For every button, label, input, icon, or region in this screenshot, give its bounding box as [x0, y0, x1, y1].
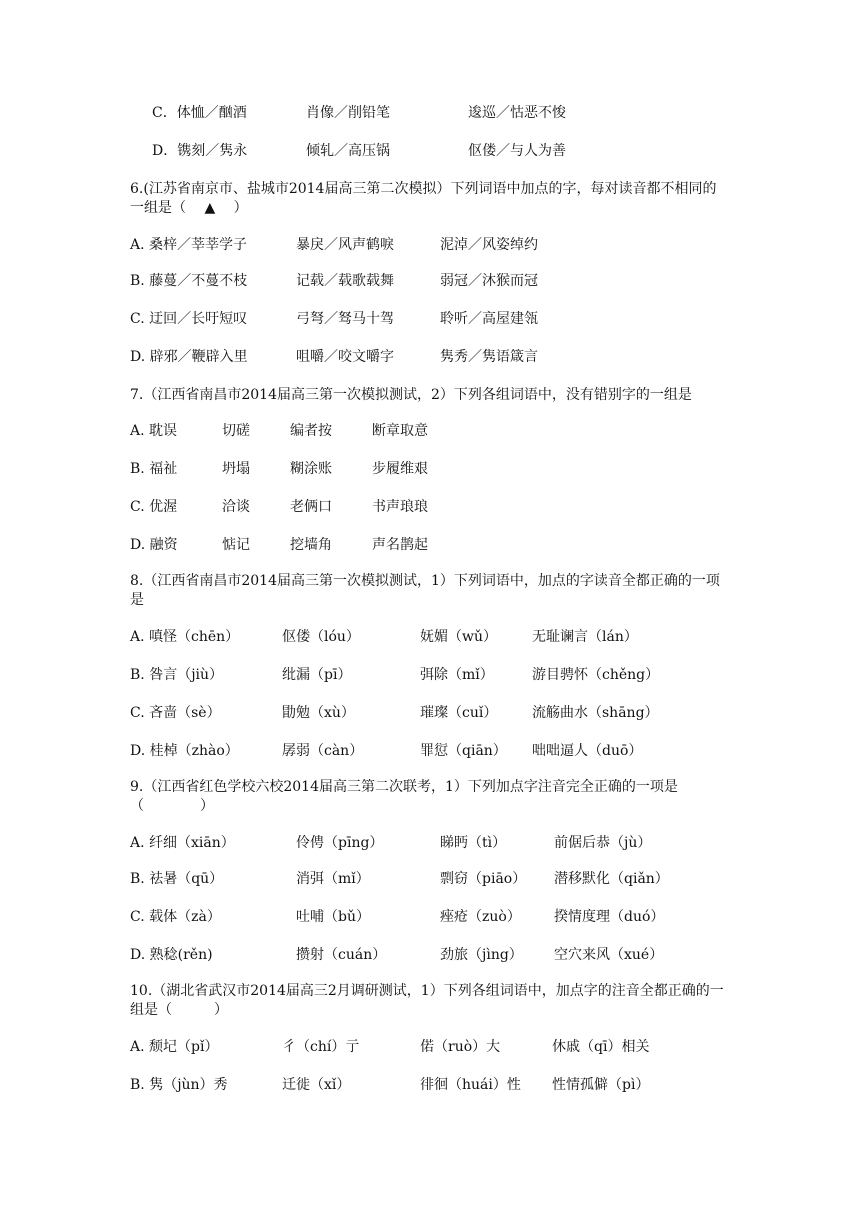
- question-stem: 6.(江苏省南京市、盐城市2014届高三第二次模拟）下列词语中加点的字，每对读音都不相同的一组是（ ▲ ）: [130, 181, 717, 216]
- option-lead-item: C. 优渥: [130, 499, 178, 515]
- option-lead-item: C. 迂回／长吁短叹: [130, 311, 248, 327]
- option-item: 迁徙（xǐ）: [282, 1077, 351, 1093]
- option-item: 伛偻（lóu）: [282, 629, 360, 645]
- option-item: 声名鹊起: [372, 537, 428, 553]
- option-item: 咄咄逼人（duō）: [532, 743, 643, 759]
- option-lead-item: B. 福祉: [130, 461, 178, 477]
- option-item: 弭除（mǐ）: [420, 667, 494, 683]
- option-item: 彳（chí）亍: [282, 1039, 360, 1055]
- option-item: 步履维艰: [372, 461, 428, 477]
- option-item: 弱冠／沐猴而冠: [440, 273, 538, 289]
- option-item: 肖像／削铅笔: [306, 105, 390, 121]
- question-stem: 10.（湖北省武汉市2014届高三2月调研测试，1）下列各组词语中，加点字的注音全都正确的一组是（ ）: [130, 983, 724, 1018]
- option-item: 劲旅（jìng）: [440, 947, 523, 963]
- option-item: 空穴来风（xué）: [554, 947, 664, 963]
- option-item: 孱弱（càn）: [282, 743, 364, 759]
- option-item: 罪愆（qiān）: [420, 743, 507, 759]
- option-item: 游目骋怀（chěng）: [532, 667, 660, 683]
- option-lead-item: A. 颓圮（pǐ）: [130, 1039, 219, 1055]
- option-item: 咀嚼／咬文嚼字: [296, 349, 394, 365]
- option-item: 隽秀／隽语箴言: [440, 349, 538, 365]
- option-lead-item: B. 祛暑（qū）: [130, 871, 224, 887]
- option-lead-item: D. 熟稔(rěn): [130, 947, 213, 963]
- option-item: 伛偻／与人为善: [468, 143, 566, 159]
- option-item: 休戚（qī）相关: [552, 1039, 650, 1055]
- option-item: 坍塌: [222, 461, 250, 477]
- option-item: 流觞曲水（shāng）: [532, 705, 659, 721]
- question-stem: 8.（江西省南昌市2014届高三第一次模拟测试，1）下列词语中，加点的字读音全都正确的一项是: [130, 573, 720, 608]
- option-item: 妩媚（wǔ）: [420, 629, 497, 645]
- option-item: 剽窃（piāo）: [440, 871, 527, 887]
- option-item: 睇眄（tì）: [440, 835, 507, 851]
- option-item: 编者按: [290, 423, 332, 439]
- option-item: 无耻谰言（lán）: [532, 629, 638, 645]
- option-lead-item: A. 嗔怪（chēn）: [130, 629, 240, 645]
- option-lead-item: D. 辟邪／鞭辟入里: [130, 349, 248, 365]
- option-item: 伶俜（pīng）: [296, 835, 384, 851]
- option-item: 吐哺（bǔ）: [296, 909, 370, 925]
- option-item: 聆听／高屋建瓴: [440, 311, 538, 327]
- option-item: 勖勉（xù）: [282, 705, 355, 721]
- option-item: 前倨后恭（jù）: [554, 835, 652, 851]
- option-item: 切磋: [222, 423, 250, 439]
- option-item: 断章取意: [372, 423, 428, 439]
- option-item: 暴戾／风声鹤唳: [296, 237, 394, 253]
- option-item: 弓弩／驽马十驾: [296, 311, 394, 327]
- option-item: 书声琅琅: [372, 499, 428, 515]
- option-lead-item: D. 融资: [130, 537, 178, 553]
- option-item: 老俩口: [290, 499, 332, 515]
- option-item: 徘徊（huái）性: [420, 1077, 521, 1093]
- option-item: 潜移默化（qiǎn）: [554, 871, 669, 887]
- option-item: 纰漏（pī）: [282, 667, 352, 683]
- option-lead-item: D．镌刻／隽永: [152, 143, 248, 159]
- option-item: 洽谈: [222, 499, 250, 515]
- option-item: 挖墙角: [290, 537, 332, 553]
- option-item: 记载／载歌载舞: [296, 273, 394, 289]
- question-stem: 7.（江西省南昌市2014届高三第一次模拟测试，2）下列各组词语中，没有错别字的一组是: [130, 387, 692, 403]
- option-lead-item: C. 吝啬（sè）: [130, 705, 221, 721]
- option-item: 逡巡／怙恶不悛: [468, 105, 566, 121]
- question-stem: 9.（江西省红色学校六校2014届高三第二次联考，1）下列加点字注音完全正确的一项是（ ）: [130, 779, 678, 814]
- option-item: 糊涂账: [290, 461, 332, 477]
- option-item: 攒射（cuán）: [296, 947, 387, 963]
- option-item: 惦记: [222, 537, 250, 553]
- option-lead-item: C. 载体（zà）: [130, 909, 221, 925]
- option-lead-item: A. 桑梓／莘莘学子: [130, 237, 248, 253]
- option-lead-item: B. 咎言（jiù）: [130, 667, 224, 683]
- option-lead-item: B. 隽（jùn）秀: [130, 1077, 228, 1093]
- option-lead-item: D. 桂棹（zhào）: [130, 743, 239, 759]
- option-item: 泥淖／风姿绰约: [440, 237, 538, 253]
- option-item: 倾轧／高压锅: [306, 143, 390, 159]
- option-item: 消弭（mǐ）: [296, 871, 370, 887]
- option-item: 偌（ruò）大: [420, 1039, 501, 1055]
- option-lead-item: C．体恤／酗酒: [152, 105, 247, 121]
- option-item: 揆情度理（duó）: [554, 909, 665, 925]
- option-lead-item: B. 藤蔓／不蔓不枝: [130, 273, 248, 289]
- option-lead-item: A. 耽误: [130, 423, 178, 439]
- option-item: 痤疮（zuò）: [440, 909, 521, 925]
- option-item: 璀璨（cuǐ）: [420, 705, 498, 721]
- option-lead-item: A. 纤细（xiān）: [130, 835, 235, 851]
- option-item: 性情孤僻（pì）: [552, 1077, 650, 1093]
